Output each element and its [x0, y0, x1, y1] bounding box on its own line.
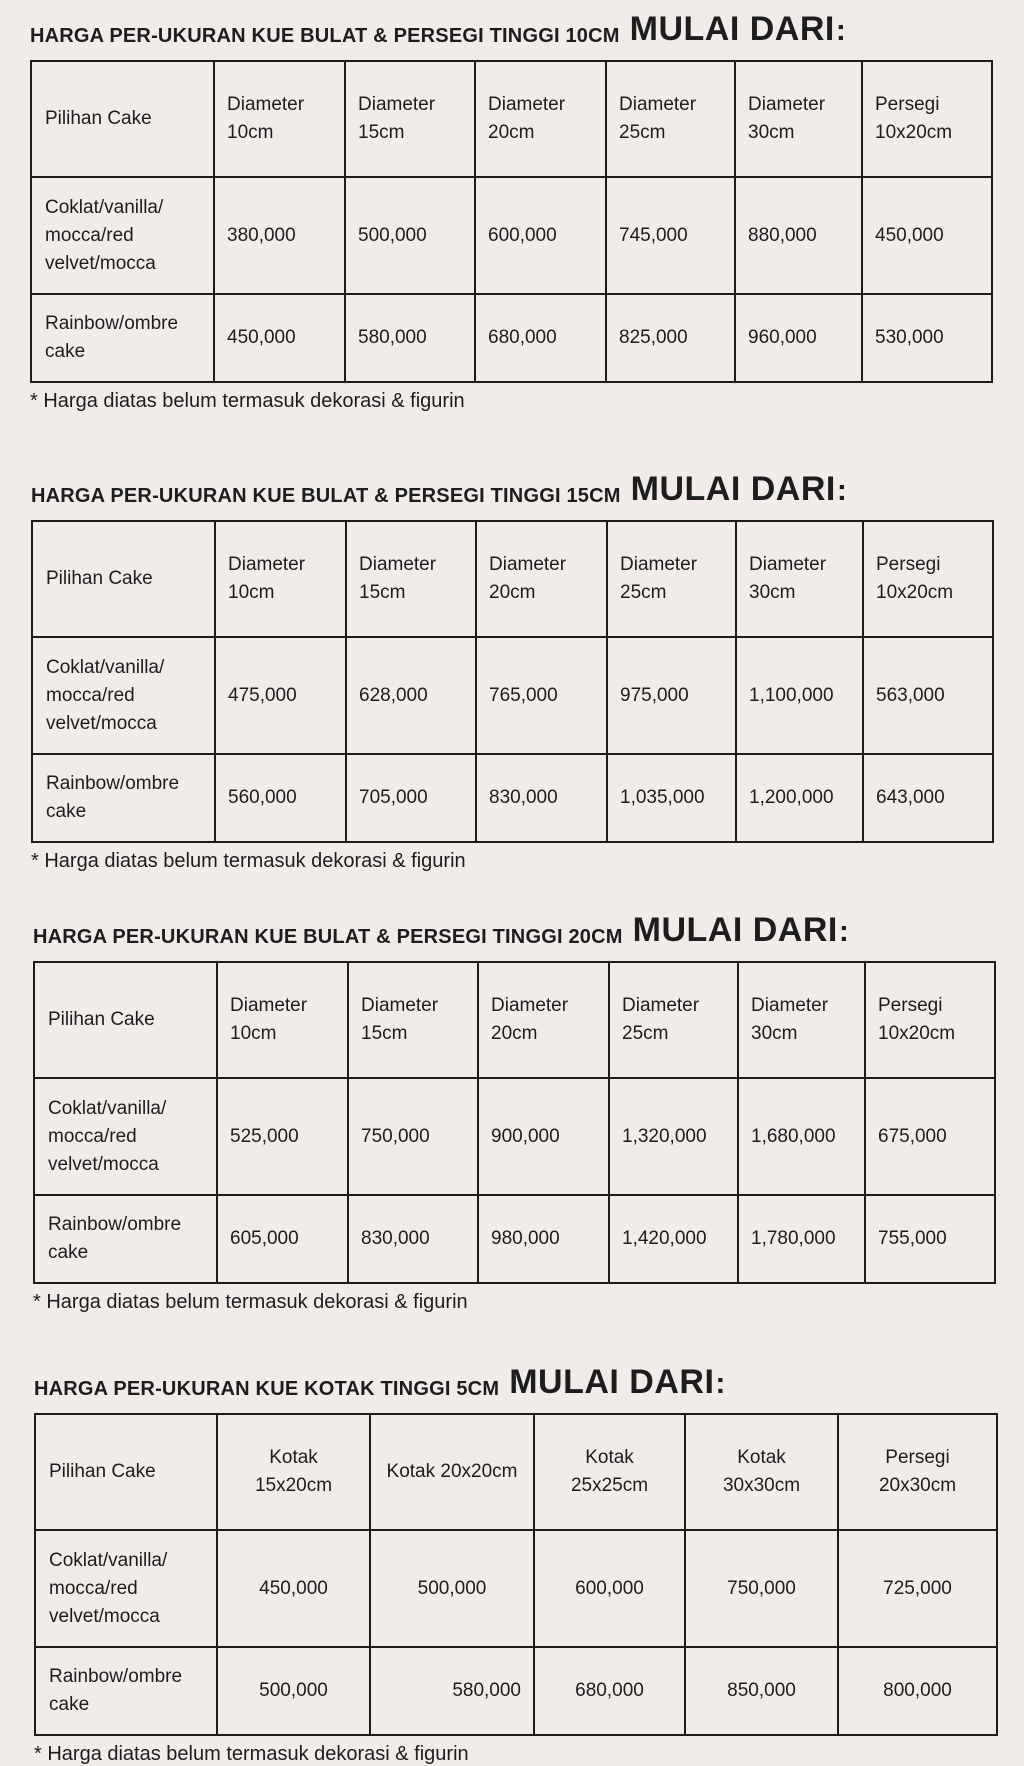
heading-text: HARGA PER-UKURAN KUE BULAT & PERSEGI TINGGI 10CM: [30, 25, 620, 47]
column-header: Diameter 20cm: [478, 962, 609, 1078]
table-row: [34, 1078, 995, 1195]
price-cell: 580,000: [345, 294, 475, 382]
price-cell: 525,000: [217, 1078, 348, 1195]
price-cell: 960,000: [735, 294, 862, 382]
table-row: [35, 1647, 997, 1735]
section-heading: [30, 0, 1024, 48]
row-label: Rainbow/ombre cake: [34, 1195, 217, 1283]
price-cell: 725,000: [838, 1530, 997, 1647]
heading-colon: :: [835, 14, 846, 47]
price-cell: 1,035,000: [607, 754, 736, 842]
heading-accent: MULAI DARI: [629, 10, 835, 48]
column-header: Diameter 20cm: [476, 521, 607, 637]
price-cell: 675,000: [865, 1078, 995, 1195]
heading-text: HARGA PER-UKURAN KUE BULAT & PERSEGI TINGGI 20CM: [33, 926, 623, 948]
price-cell: 580,000: [370, 1647, 534, 1735]
section-heading: [33, 901, 1024, 949]
row-label: Coklat/vanilla/ mocca/red velvet/mocca: [32, 637, 215, 754]
header-row: [35, 1414, 997, 1530]
price-cell: 450,000: [214, 294, 345, 382]
column-header: Persegi 10x20cm: [865, 962, 995, 1078]
table-row: [32, 754, 993, 842]
footnote: * Harga diatas belum termasuk dekorasi & figurin: [33, 1291, 468, 1313]
price-cell: 530,000: [862, 294, 992, 382]
price-cell: 705,000: [346, 754, 476, 842]
price-cell: 980,000: [478, 1195, 609, 1283]
price-cell: 880,000: [735, 177, 862, 294]
price-cell: 800,000: [838, 1647, 997, 1735]
heading-accent: MULAI DARI: [632, 911, 838, 949]
price-cell: 1,200,000: [736, 754, 863, 842]
heading-accent: MULAI DARI: [509, 1363, 715, 1401]
column-header: Diameter 10cm: [217, 962, 348, 1078]
price-cell: 605,000: [217, 1195, 348, 1283]
price-section-kotak-5cm: [34, 1353, 1024, 1764]
table-row: [31, 294, 992, 382]
price-cell: 475,000: [215, 637, 346, 754]
price-cell: 643,000: [863, 754, 993, 842]
column-header: Pilihan Cake: [31, 61, 214, 177]
price-cell: 1,420,000: [609, 1195, 738, 1283]
price-table: [33, 961, 996, 1284]
price-cell: 975,000: [607, 637, 736, 754]
price-cell: 450,000: [862, 177, 992, 294]
price-cell: 563,000: [863, 637, 993, 754]
column-header: Diameter 15cm: [348, 962, 478, 1078]
price-table: [30, 60, 993, 383]
price-section-15cm: [31, 460, 1024, 871]
price-cell: 450,000: [217, 1530, 370, 1647]
header-row: [34, 962, 995, 1078]
price-cell: 830,000: [476, 754, 607, 842]
price-section-10cm: [30, 0, 1024, 411]
price-cell: 1,100,000: [736, 637, 863, 754]
table-row: [35, 1530, 997, 1647]
price-cell: 560,000: [215, 754, 346, 842]
column-header: Diameter 25cm: [607, 521, 736, 637]
column-header: Diameter 10cm: [214, 61, 345, 177]
price-cell: 755,000: [865, 1195, 995, 1283]
price-cell: 600,000: [475, 177, 606, 294]
price-cell: 830,000: [348, 1195, 478, 1283]
price-cell: 680,000: [475, 294, 606, 382]
price-cell: 1,680,000: [738, 1078, 865, 1195]
price-cell: 750,000: [685, 1530, 838, 1647]
row-label: Rainbow/ombre cake: [32, 754, 215, 842]
column-header: Diameter 30cm: [736, 521, 863, 637]
column-header: Kotak 30x30cm: [685, 1414, 838, 1530]
price-cell: 900,000: [478, 1078, 609, 1195]
price-cell: 825,000: [606, 294, 735, 382]
footnote: * Harga diatas belum termasuk dekorasi & figurin: [31, 850, 466, 872]
column-header: Diameter 20cm: [475, 61, 606, 177]
row-label: Rainbow/ombre cake: [31, 294, 214, 382]
column-header: Kotak 25x25cm: [534, 1414, 685, 1530]
column-header: Diameter 25cm: [609, 962, 738, 1078]
column-header: Kotak 20x20cm: [370, 1414, 534, 1530]
price-cell: 680,000: [534, 1647, 685, 1735]
column-header: Pilihan Cake: [34, 962, 217, 1078]
price-cell: 628,000: [346, 637, 476, 754]
price-cell: 765,000: [476, 637, 607, 754]
column-header: Pilihan Cake: [32, 521, 215, 637]
heading-colon: :: [838, 915, 849, 948]
header-row: [32, 521, 993, 637]
footnote: * Harga diatas belum termasuk dekorasi & figurin: [30, 390, 465, 412]
price-cell: 500,000: [345, 177, 475, 294]
row-label: Coklat/vanilla/ mocca/red velvet/mocca: [35, 1530, 217, 1647]
row-label: Coklat/vanilla/ mocca/red velvet/mocca: [34, 1078, 217, 1195]
price-table: [34, 1413, 998, 1736]
price-cell: 850,000: [685, 1647, 838, 1735]
table-row: [32, 637, 993, 754]
heading-colon: :: [715, 1367, 726, 1400]
column-header: Diameter 10cm: [215, 521, 346, 637]
column-header: Diameter 30cm: [738, 962, 865, 1078]
section-heading: [31, 460, 1024, 508]
column-header: Persegi 10x20cm: [862, 61, 992, 177]
column-header: Pilihan Cake: [35, 1414, 217, 1530]
price-cell: 500,000: [217, 1647, 370, 1735]
heading-text: HARGA PER-UKURAN KUE KOTAK TINGGI 5CM: [34, 1378, 500, 1400]
column-header: Persegi 10x20cm: [863, 521, 993, 637]
table-row: [31, 177, 992, 294]
price-cell: 745,000: [606, 177, 735, 294]
column-header: Kotak 15x20cm: [217, 1414, 370, 1530]
header-row: [31, 61, 992, 177]
price-cell: 380,000: [214, 177, 345, 294]
heading-colon: :: [836, 474, 847, 507]
column-header: Persegi 20x30cm: [838, 1414, 997, 1530]
price-cell: 1,780,000: [738, 1195, 865, 1283]
price-cell: 500,000: [370, 1530, 534, 1647]
price-cell: 600,000: [534, 1530, 685, 1647]
row-label: Rainbow/ombre cake: [35, 1647, 217, 1735]
column-header: Diameter 30cm: [735, 61, 862, 177]
table-row: [34, 1195, 995, 1283]
heading-text: HARGA PER-UKURAN KUE BULAT & PERSEGI TINGGI 15CM: [31, 485, 621, 507]
heading-accent: MULAI DARI: [630, 470, 836, 508]
footnote: * Harga diatas belum termasuk dekorasi & figurin: [34, 1743, 469, 1765]
column-header: Diameter 15cm: [346, 521, 476, 637]
row-label: Coklat/vanilla/ mocca/red velvet/mocca: [31, 177, 214, 294]
price-cell: 750,000: [348, 1078, 478, 1195]
price-cell: 1,320,000: [609, 1078, 738, 1195]
column-header: Diameter 15cm: [345, 61, 475, 177]
price-section-20cm: [33, 901, 1024, 1312]
price-table: [31, 520, 994, 843]
column-header: Diameter 25cm: [606, 61, 735, 177]
section-heading: [34, 1353, 1024, 1401]
